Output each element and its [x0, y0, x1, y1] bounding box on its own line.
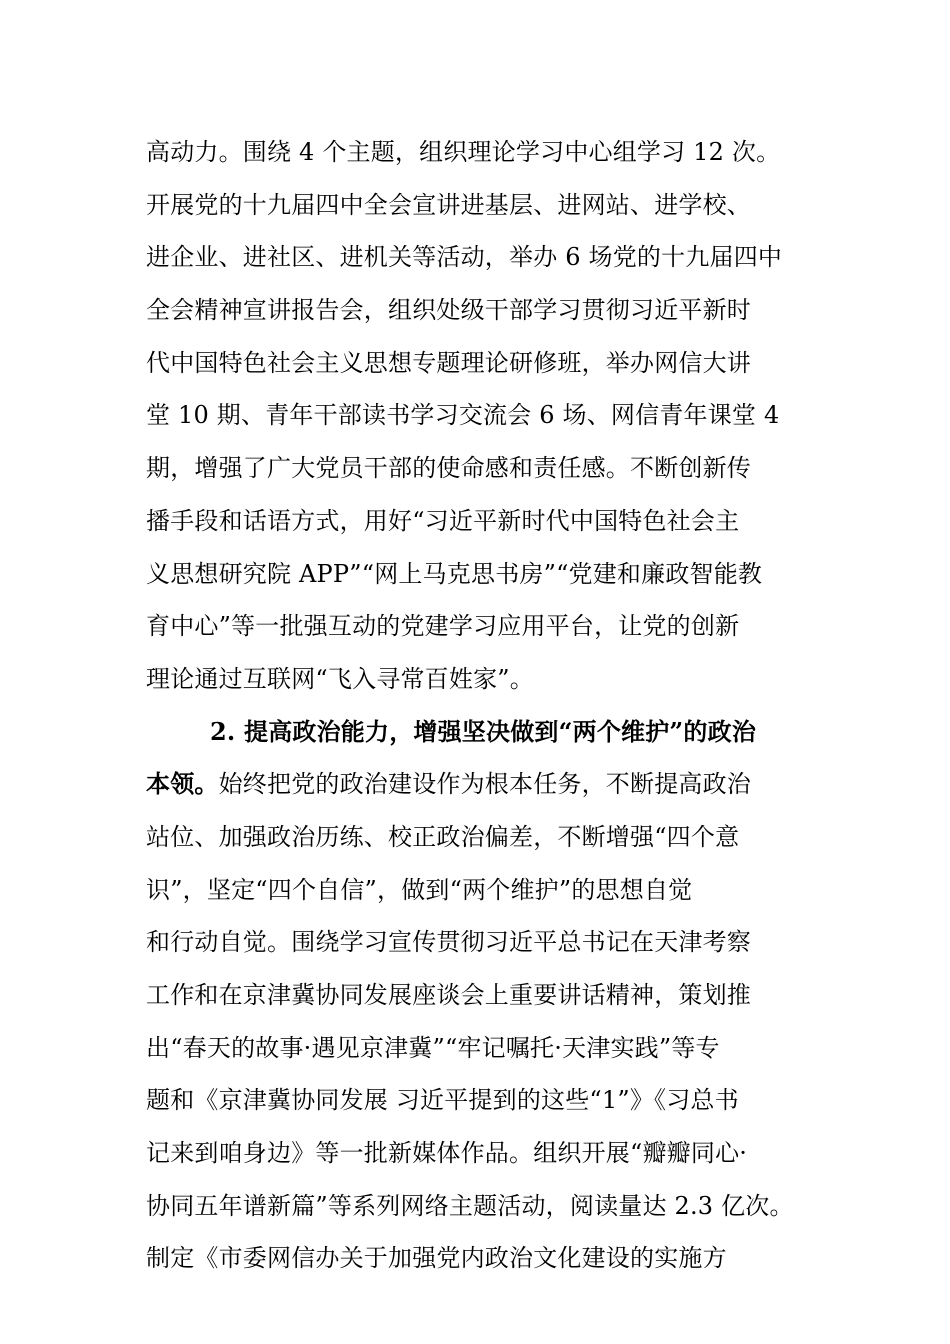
text-line: 高动力。围绕 4 个主题，组织理论学习中心组学习 12 次。: [146, 138, 781, 166]
text-line: 进企业、进社区、进机关等活动，举办 6 场党的十九届四中: [146, 243, 783, 272]
text-line: 识”，坚定“四个自信”，做到“两个维护”的思想自觉: [146, 875, 693, 904]
text-line: 制定《市委网信办关于加强党内政治文化建设的实施方: [146, 1244, 727, 1273]
text-line: 题和《京津冀协同发展 习近平提到的这些“1”》《习总书: [146, 1086, 739, 1115]
text-line: 期，增强了广大党员干部的使命感和责任感。不断创新传: [146, 454, 751, 483]
document-body: [146, 126, 806, 1285]
text-line: 开展党的十九届四中全会宣讲进基层、进网站、进学校、: [146, 190, 751, 219]
text-span: 始终把党的政治建设作为根本任务，不断提高政治: [218, 770, 752, 799]
text-line: 站位、加强政治历练、校正政治偏差，不断增强“四个意: [146, 822, 740, 851]
text-line: 义思想研究院 APP”“网上马克思书房”“党建和廉政智能教: [146, 559, 763, 588]
text-line: 理论通过互联网“飞入寻常百姓家”。: [146, 664, 534, 693]
text-line: 育中心”等一批强互动的党建学习应用平台，让党的创新: [146, 612, 740, 641]
text-line: 全会精神宣讲报告会，组织处级干部学习贯彻习近平新时: [146, 296, 751, 325]
text-line: 出“春天的故事·遇见京津冀”“牢记嘱托·天津实践”等专: [146, 1033, 720, 1062]
text-line: 堂 10 期、青年干部读书学习交流会 6 场、网信青年课堂 4: [146, 401, 780, 430]
text-line: [146, 758, 806, 811]
text-line: 记来到咱身边》等一批新媒体作品。组织开展“瓣瓣同心·: [146, 1139, 748, 1168]
section-heading: 2. 提高政治能力，增强坚决做到“两个维护”的政治: [210, 716, 757, 746]
text-line: 协同五年谱新篇”等系列网络主题活动，阅读量达 2.3 亿次。: [146, 1191, 794, 1220]
text-line: 代中国特色社会主义思想专题理论研修班，举办网信大讲: [146, 348, 751, 377]
text-line: 和行动自觉。围绕学习宣传贯彻习近平总书记在天津考察: [146, 928, 751, 957]
text-line: 工作和在京津冀协同发展座谈会上重要讲话精神，策划推: [146, 981, 751, 1009]
section-heading-end: 本领。: [146, 769, 219, 799]
text-line: 播手段和话语方式，用好“习近平新时代中国特色社会主: [146, 506, 740, 535]
